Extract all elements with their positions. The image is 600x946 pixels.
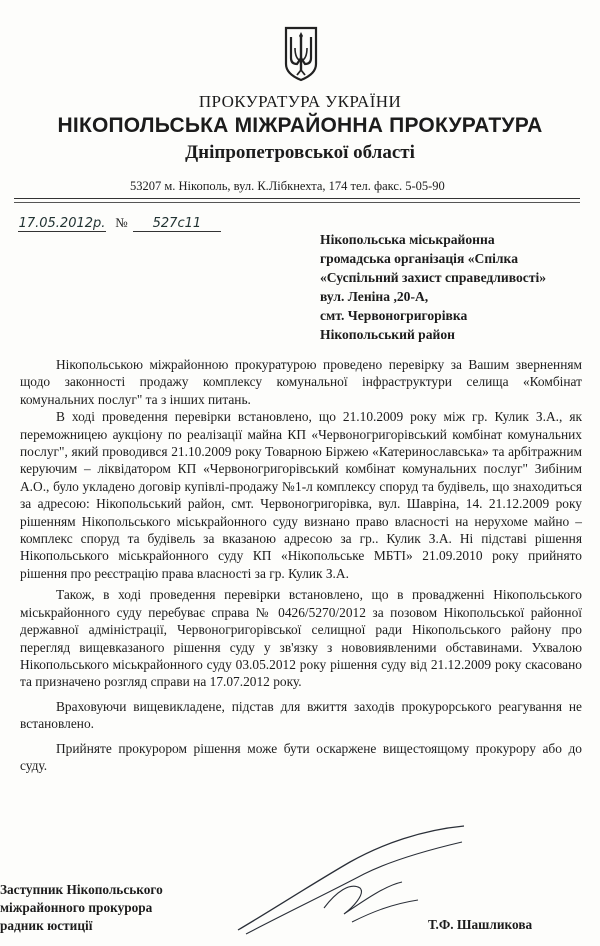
letterhead-divider <box>14 198 580 199</box>
signer-position-line: міжрайонного прокурора <box>0 900 153 915</box>
recipient-line: Нікопольська міськрайонна <box>320 232 495 247</box>
outgoing-number: 527с11 <box>133 216 221 232</box>
letterhead-divider-secondary <box>14 202 580 203</box>
body-paragraph: В ході проведення перевірки встановлено, що 21.10.2009 року між гр. Кулик З.А., як переможницею аукціону по реалізації майна КП «Червоногригорівський комбінат комунальних послуг", який проводився 21.10.2009 року Товарною Біржею «Катеринославська» та арбітражним керуючим – ліквідатором КП «Червоногригорівський комбінат комунальних послуг" Зибіним А.О., було укладено договір купівлі-продажу №1-л комплексу споруд та будівель, що знаходиться за адресою: Нікопольський район, смт. Червоногригорівка, вул. Шавріна, 14. 21.12.2009 року рішенням Нікопольського міськрайонного суду визнано право власності на нерухоме майно – комплекс споруд та будівель за вказаною адресою за гр.. Кулик З.А. Ні підставі рішення Нікопольського міськрайонного суду КП «Нікопольське МБТІ» 21.09.2010 року прийнято рішення про реєстрацію права власності за гр. Кулик З.А. <box>20 409 582 581</box>
body-paragraph: Враховуючи вищевикладене, підстав для вжиття заходів прокурорського реагування не встановлено. <box>20 698 582 732</box>
organization-name: НІКОПОЛЬСЬКА МІЖРАЙОННА ПРОКУРАТУРА <box>57 114 543 137</box>
signer-name: Т.Ф. Шашликова <box>428 917 533 932</box>
letter-body <box>20 356 582 774</box>
recipient-line: вул. Леніна ,20-А, <box>320 289 429 304</box>
recipient-line: Нікопольський район <box>320 327 456 342</box>
trident-emblem-icon <box>283 26 319 82</box>
recipient-line: громадська організація «Спілка <box>320 251 518 266</box>
signer-position-line: радник юстиції <box>0 918 93 933</box>
organization-address: 53207 м. Нікополь, вул. К.Лібкнехта, 174 тел. факс. 5-05-90 <box>130 179 445 193</box>
recipient-line: смт. Червоногригорівка <box>320 308 468 323</box>
recipient-line: «Суспільний захист справедливості» <box>320 270 547 285</box>
body-paragraph: Прийняте прокурором рішення може бути оскаржене вищестоящому прокурору або до суду. <box>20 740 582 773</box>
signer-position-line: Заступник Нікопольського <box>0 882 163 897</box>
body-paragraph: Нікопольською міжрайонною прокуратурою проведено перевірку за Вашим зверненням щодо законності продажу комплексу комунальної інфраструктури селища «Комбінат комунальних послуг" та з інших питань. <box>20 357 582 407</box>
recipient-address-block <box>320 230 595 344</box>
organization-region: Дніпропетровської області <box>185 142 415 163</box>
outgoing-number-prefix: № <box>115 215 128 230</box>
prosecutor-office-title: ПРОКУРАТУРА УКРАЇНИ <box>198 92 402 111</box>
signer-position <box>0 881 240 935</box>
outgoing-date: 17.05.2012р. <box>18 216 106 231</box>
body-paragraph: Також, в ході проведення перевірки встановлено, що в провадженні Нікопольського міськрайонного суду перебуває справа № 0426/5270/2012 за позовом Нікопольської районної державної адміністрації, Червоногригорівської селищної ради Нікопольського району про перегляд вищевказаного рішення суду у зв'язку з нововиявленими обставинами. Ухвалою Нікопольського міськрайонного суду 03.05.2012 року рішення суду від 21.12.2009 року скасовано та призначено розгляд справи на 17.07.2012 року. <box>20 587 582 690</box>
outgoing-reference <box>18 215 221 232</box>
